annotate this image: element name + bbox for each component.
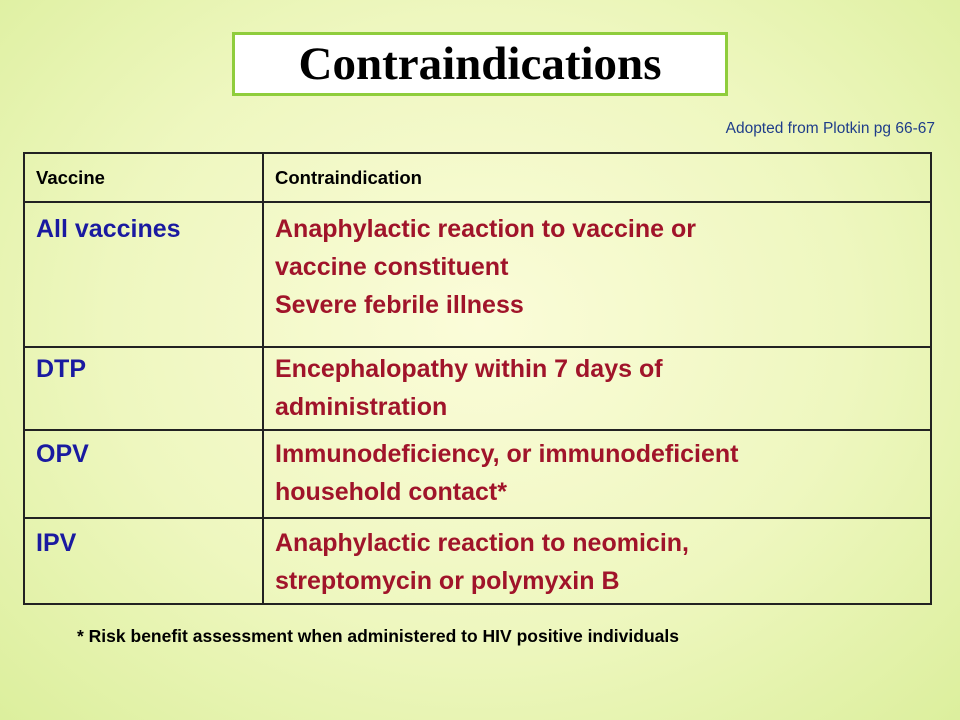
vaccine-cell: OPV: [24, 430, 263, 518]
header-vaccine: Vaccine: [24, 153, 263, 202]
source-note: Adopted from Plotkin pg 66-67: [725, 120, 935, 137]
page-title: Contraindications: [298, 37, 662, 90]
contraindication-cell: [263, 202, 931, 347]
vaccine-cell: All vaccines: [24, 202, 263, 347]
header-contraindication: Contraindication: [263, 153, 931, 202]
contraindication-line: Anaphylactic reaction to neomicin,: [275, 529, 689, 557]
footnote: * Risk benefit assessment when administered to HIV positive individuals: [77, 626, 679, 646]
contraindication-line: vaccine constituent: [275, 253, 509, 281]
contraindication-line: Anaphylactic reaction to vaccine or: [275, 215, 696, 243]
contraindication-line: administration: [275, 393, 448, 421]
contraindication-line: Severe febrile illness: [275, 291, 524, 319]
table-row: [24, 430, 931, 518]
contraindication-cell: [263, 518, 931, 604]
table-row: [24, 347, 931, 430]
contraindications-table: [23, 152, 932, 605]
contraindication-cell: [263, 347, 931, 430]
contraindication-line: Encephalopathy within 7 days of: [275, 355, 663, 383]
contraindication-cell: [263, 430, 931, 518]
contraindication-line: household contact*: [275, 478, 507, 506]
table-row: [24, 202, 931, 347]
contraindication-line: streptomycin or polymyxin B: [275, 567, 620, 595]
contraindication-line: Immunodeficiency, or immunodeficient: [275, 440, 739, 468]
vaccine-cell: IPV: [24, 518, 263, 604]
table-row: [24, 518, 931, 604]
table-header-row: [24, 153, 931, 202]
vaccine-cell: DTP: [24, 347, 263, 430]
title-box: [232, 32, 728, 96]
